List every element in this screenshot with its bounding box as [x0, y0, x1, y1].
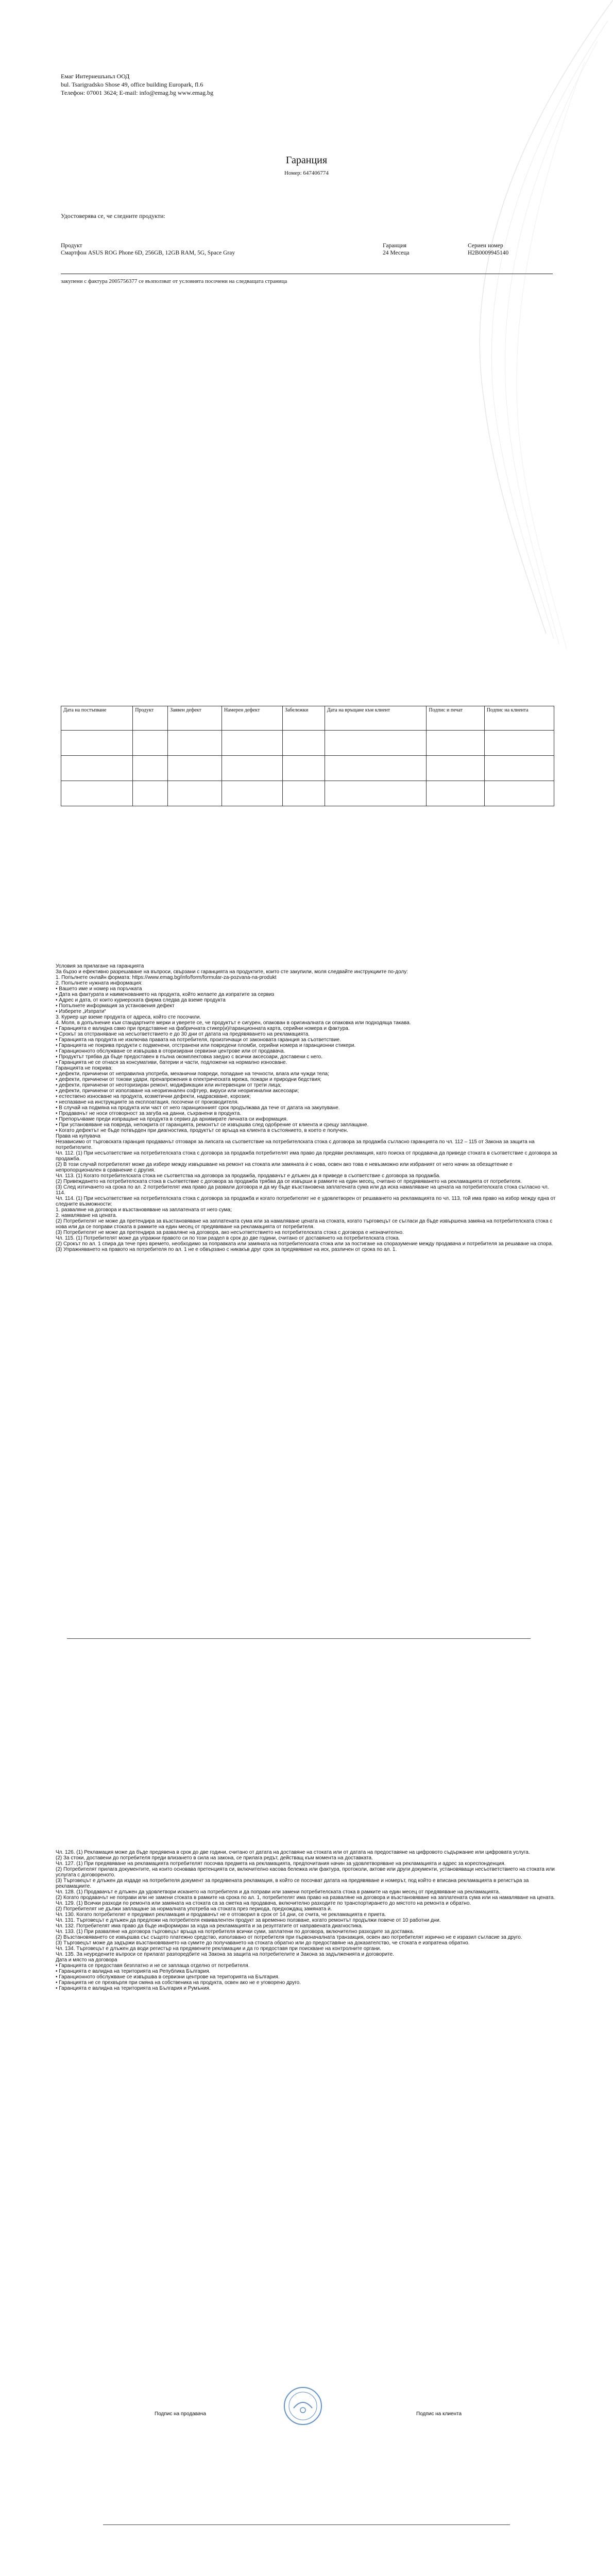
terms-paragraph: • Когато дефектът не бъде потвърден при диагностика, продуктът се връща на клиента в състоянието, в което е получен.	[56, 1128, 348, 1133]
terms-paragraph: • Изберете „Изпрати“	[56, 1009, 106, 1014]
company-info	[61, 72, 213, 97]
terms-paragraph: • Гаранцията е валидна на територията на България и Румъния.	[56, 1986, 211, 1991]
terms-paragraph: Чл. 135. За неуредените въпроси се прилагат разпоредбите на Закона за защита на потребителите и Закона за задълженията и договорите.	[56, 1952, 394, 1957]
terms-paragraph: • Адрес и дата, от които куриерската фирма следва да вземе продукта	[56, 997, 226, 1003]
table-cell	[282, 781, 325, 806]
terms-paragraph: Чл. 127. (1) При предявяване на рекламацията потребителят посочва предмета на рекламацията, предпочитания начин за удовлетворяване на рекламацията и адрес за кореспонденция.	[56, 1861, 506, 1867]
terms-paragraph: 1. разваляне на договора и възстановяване на заплатената от него сума;	[56, 1207, 232, 1213]
terms-paragraph: • Дата на фактурата и наименованието на продукта, който желаете да изпратите за сервиз	[56, 992, 275, 997]
terms-paragraph: Чл. 128. (1) Продавачът е длъжен да удовлетвори искането на потребителя и да поправи или замени потребителската стока в рамките на един месец от предявяване на рекламацията.	[56, 1889, 500, 1895]
terms-paragraph: • естествено износване на продукта, козметични дефекти, надраскване, корозия;	[56, 1094, 251, 1099]
terms-paragraph: (3) Търговецът е длъжен да издаде на потребителя документ за предявената рекламация, в който се посочват датата на предявяване и номерът, под който е вписана рекламацията в регистъра за рекламациите.	[56, 1878, 529, 1889]
terms-paragraph: За бързо и ефективно разрешаване на въпроси, свързани с гаранцията на продуктите, които сте закупили, моля следвайте инструкциите по-долу:	[56, 969, 408, 975]
terms-paragraph: Чл. 134. Търговецът е длъжен да води регистър на предявените рекламации и да го предоставя при поискване на контролните органи.	[56, 1946, 381, 1952]
warranty-terms-section	[56, 963, 558, 1252]
terms-paragraph: (2) Привеждането на потребителската стока в съответствие с договора за продажба трябва да се извърши в рамките на един месец, считано от предявяването на рекламацията от потребителя.	[56, 1179, 522, 1184]
terms-paragraph: Чл. 129. (1) Всички разходи по ремонта или замяната на стоката са за сметка на продавача, включително разходите по транспортирането до мястото на ремонта и обратно.	[56, 1901, 471, 1906]
warranty-number: Номер: 647406774	[284, 170, 329, 176]
product-header: Продукт	[61, 243, 82, 249]
service-record-table	[61, 706, 554, 806]
product-name: Смартфон ASUS ROG Phone 6D, 256GB, 12GB RAM, 5G, Space Gray	[61, 250, 235, 256]
terms-paragraph: 2. намаляване на цената.	[56, 1213, 117, 1218]
terms-paragraph: • Вашето име и номер на поръчката	[56, 986, 142, 992]
terms-paragraph: • дефекти, причинени от използване на неоригинален софтуер, вируси или неоригинални аксесоари;	[56, 1088, 299, 1094]
table-cell	[484, 731, 554, 756]
header-intake-date: Дата на постъпване	[61, 706, 133, 731]
terms-paragraph: Дата и място на договора	[56, 1957, 117, 1963]
terms-paragraph: (3) Търговецът може да задържи възстановяването на сумите до получаването на стоката обратно или до предоставяне на доказателство, че стоката е изпратена обратно.	[56, 1940, 470, 1946]
terms-paragraph: Чл. 114. (1) При несъответствие на потребителската стока с договора за продажба и когато потребителят не е удовлетворен от решаването на рекламацията по чл. 113, той има право на избор между една от следните възможности:	[56, 1196, 556, 1207]
terms-paragraph: (2) Потребителят прилага документите, на които основава претенцията си, включително касова бележка или фактура, протоколи, актове или други документи, установяващи несъответствието на стоката или услугата с договореното.	[56, 1867, 555, 1878]
header-product: Продукт	[133, 706, 168, 731]
table-cell	[325, 731, 427, 756]
product-warranty: 24 Месеца	[383, 250, 410, 256]
header-return-date: Дата на връщане към клиент	[325, 706, 427, 731]
terms-paragraph: • дефекти, причинени от неоторизиран ремонт, модификации или интервенции от трети лица;	[56, 1082, 282, 1088]
header-found-defect: Намерен дефект	[222, 706, 282, 731]
header-signature-stamp: Подпис и печат	[427, 706, 484, 731]
terms-paragraph: • Гаранцията не се прехвърля при смяна на собственика на продукта, освен ако не е уговорено друго.	[56, 1980, 301, 1986]
table-cell	[168, 731, 222, 756]
table-cell	[427, 781, 484, 806]
table-cell	[61, 756, 133, 781]
table-cell	[133, 756, 168, 781]
terms-paragraph: Чл. 126. (1) Рекламация може да бъде предявена в срок до две години, считано от датата на доставяне на стоката или от датата на предоставяне на цифровото съдържание или цифровата услуга.	[56, 1850, 530, 1855]
header-client-signature: Подпис на клиента	[484, 706, 554, 731]
terms-paragraph: • Срокът за отстраняване на несъответствието е до 30 дни от датата на предявяването на рекламацията.	[56, 1031, 310, 1037]
terms-paragraph: 3. Куриер ще вземе продукта от адреса, който сте посочили.	[56, 1014, 201, 1020]
seller-signature-label: Подпис на продавача	[155, 2411, 207, 2417]
invoice-note: закупени с фактура 2005756377 се възползват от условията посочени на следващата страница	[61, 278, 287, 284]
table-cell	[61, 781, 133, 806]
terms-paragraph: 1. Попълнете онлайн формата: https://www.emag.bg/info/form/formular-za-pozvana-na-produkt	[56, 975, 277, 980]
terms-paragraph: Чл. 133. (1) При разваляне на договора търговецът връща на потребителя всички суми, заплатени по договора, включително разходите за доставка.	[56, 1929, 414, 1935]
terms-paragraph: Гаранцията не покрива:	[56, 1065, 113, 1071]
terms-paragraph: (2) За стоки, доставени до потребителя преди влизането в сила на закона, се прилага редът, действащ към момента на доставката.	[56, 1855, 373, 1861]
terms-paragraph: Чл. 131. Търговецът е длъжен да предложи на потребителя еквивалентен продукт за временно ползване, когато ремонтът продължи повече от 10 работни дни.	[56, 1918, 441, 1923]
warranty-header: Гаранция	[383, 243, 407, 249]
terms-paragraph: • Продавачът не носи отговорност за загуба на данни, съхранени в продукта.	[56, 1111, 242, 1116]
table-row	[61, 756, 554, 781]
terms-paragraph: • Препоръчваме преди изпращане на продукта в сервиз да архивирате личната си информация.	[56, 1116, 288, 1122]
company-address: bul. Tsarigradsko Shose 49, office building Europark, fl.6	[61, 81, 203, 88]
terms-paragraph: Чл. 115. (1) Потребителят може да упражни правото си по този раздел в срок до две години, считано от доставянето на потребителската стока.	[56, 1235, 400, 1241]
table-cell	[222, 756, 282, 781]
table-cell	[133, 731, 168, 756]
terms-paragraph: • При установяване на повреда, непокрита от гаранцията, ремонтът се извършва след одобрение от клиента и срещу заплащане.	[56, 1122, 369, 1128]
table-row	[61, 781, 554, 806]
table-cell	[484, 756, 554, 781]
document-title: Гаранция	[285, 155, 328, 166]
table-cell	[222, 731, 282, 756]
table-cell	[427, 756, 484, 781]
table-cell	[133, 781, 168, 806]
terms-paragraph: • неспазване на инструкциите за експлоатация, посочени от производителя.	[56, 1099, 239, 1105]
consumer-rights-section	[56, 1850, 558, 1991]
table-cell	[61, 731, 133, 756]
terms-paragraph: • Гаранционното обслужване се извършва в оторизирани сервизни центрове или от продавача.	[56, 1048, 285, 1054]
terms-paragraph: • Продуктът трябва да бъде предоставен в пълна окомплектовка заедно с всички аксесоари, доставени с него.	[56, 1054, 322, 1060]
table-cell	[168, 781, 222, 806]
table-cell	[168, 756, 222, 781]
table-cell	[325, 781, 427, 806]
terms-paragraph: (2) Потребителят не може да претендира за възстановяване на заплатената сума или за намаляване цената на стоката, когато търговецът се съгласи да бъде извършена замяна на потребителската стока с нова или да се поправи стоката в рамките на един месец от предявяване на рекламацията от потребителя.	[56, 1218, 553, 1230]
terms-paragraph: 4. Моля, в допълнение към стандартните мерки и уверете се, че продуктът е сигурен, опакован в оригиналната си опаковка или подходяща такава.	[56, 1020, 411, 1026]
terms-paragraph: • дефекти, причинени от неправилна употреба, механични повреди, попадане на течности, влага или чужди тела;	[56, 1071, 329, 1077]
terms-paragraph: 2. Попълнете нужната информация:	[56, 980, 143, 986]
divider	[103, 2524, 510, 2525]
terms-paragraph: Независимо от търговската гаранция продавачът отговаря за липсата на съответствие на потребителската стока с договора за продажба съгласно гаранцията по чл. 112 – 115 от Закона за защита на потребителите.	[56, 1139, 535, 1150]
company-name: Емаг Интернешънъл ООД	[61, 73, 130, 80]
terms-paragraph: Чл. 130. Когато потребителят е предявил рекламация и продавачът не е отговорил в срок от 14 дни, се счита, че рекламацията е приета.	[56, 1912, 386, 1918]
divider	[67, 1638, 531, 1639]
terms-paragraph: • Попълнете информация за установения дефект	[56, 1003, 175, 1009]
service-record-header-row	[61, 706, 554, 731]
terms-paragraph: (2) Потребителят не дължи заплащане за нормалната употреба на стоката през периода, предхождащ замяната ѝ.	[56, 1906, 332, 1912]
terms-paragraph: (2) Срокът по ал. 1 спира да тече през времето, необходимо за поправката или замяната на потребителската стока или за постигане на споразумение между продавача и потребителя за решаване на спора.	[56, 1241, 553, 1247]
company-contacts: Телефон: 07001 3624; E-mail: info@emag.bg www.emag.bg	[61, 89, 214, 96]
background-swoosh-decoration	[0, 0, 613, 670]
terms-paragraph: (3) Упражняването на правото на потребителя по ал. 1 не е обвързано с никакъв друг срок за предявяване на иск, различен от срока по ал. 1.	[56, 1247, 397, 1252]
terms-paragraph: • В случай на подмяна на продукта или част от него гаранционният срок продължава да тече от датата на закупуване.	[56, 1105, 340, 1111]
terms-paragraph: Чл. 113. (1) Когато потребителската стока не съответства на договора за продажба, продавачът е длъжен да я приведе в съответствие с договора за продажба.	[56, 1173, 441, 1179]
terms-paragraph: • Гаранцията е валидна на територията на Република България.	[56, 1969, 211, 1974]
serial-header: Сериен номер	[468, 243, 503, 249]
terms-paragraph: (3) След изтичането на срока по ал. 2 потребителят има право да развали договора и да му бъде възстановена заплатената сума или да иска намаляване на цената на потребителската стока съгласно чл. 114.	[56, 1184, 549, 1196]
product-serial: H2B0009945140	[468, 250, 509, 256]
terms-paragraph: Чл. 112. (1) При несъответствие на потребителската стока с договора за продажба потребителят има право да предяви рекламация, като поиска от продавача да приведе стоката в съответствие с договора за продажба.	[56, 1150, 557, 1162]
table-cell	[325, 756, 427, 781]
product-table-header	[61, 242, 553, 249]
terms-paragraph: • дефекти, причинени от токови удари, пренапрежения в електрическата мрежа, пожари и природни бедствия;	[56, 1077, 322, 1082]
table-cell	[282, 756, 325, 781]
terms-paragraph: Права на купувача	[56, 1133, 100, 1139]
terms-paragraph: (2) Когато продавачът не поправи или не замени стоката в рамките на срока по ал. 1, потребителят има право на разваляне на договора и възстановяване на заплатената сума или на намаляване на цената.	[56, 1895, 555, 1901]
terms-paragraph: • Гаранционното обслужване се извършва в сервизни центрове на територията на България.	[56, 1974, 280, 1980]
table-cell	[282, 731, 325, 756]
terms-paragraph: • Гаранцията на продукта не изключва правата на потребителя, произтичащи от законовата гаранция за съответствие.	[56, 1037, 342, 1043]
product-row	[61, 249, 553, 257]
terms-paragraph: • Гаранцията не се отнася за консумативи, батерии и части, подложени на нормално износване.	[56, 1060, 287, 1065]
terms-paragraph: (2) В този случай потребителят може да избере между извършване на ремонт на стоката или замяната ѝ с нова, освен ако това е невъзможно или избраният от него начин за обезщетение е непропорционален в сравнение с другия.	[56, 1162, 513, 1173]
intro-text: Удостоверява се, че следните продукти:	[61, 212, 165, 219]
terms-paragraph: Чл. 132. Потребителят има право да бъде информиран за хода на рекламацията и за резултатите от направената диагностика.	[56, 1923, 363, 1929]
client-signature-label: Подпис на клиента	[416, 2411, 462, 2417]
terms-paragraph: • Гаранцията е валидна само при представяне на фабричната стикер(и)/гаранционната карта, серийни номера и фактура.	[56, 1026, 350, 1031]
table-cell	[427, 731, 484, 756]
company-seal-stamp	[282, 2385, 323, 2427]
terms-paragraph: Условия за прилагане на гаранцията	[56, 963, 144, 969]
table-cell	[484, 781, 554, 806]
product-table	[61, 242, 553, 257]
terms-paragraph: • Гаранцията не покрива продукти с подменени, отстранени или повредени пломби, серийни номера и гаранционни стикери.	[56, 1043, 356, 1048]
table-cell	[222, 781, 282, 806]
terms-paragraph: • Гаранцията се предоставя безплатно и не се заплаща отделно от потребителя.	[56, 1963, 250, 1969]
header-notes: Забележки	[282, 706, 325, 731]
terms-paragraph: (2) Възстановяването се извършва със същото платежно средство, използвано от потребителя при първоначалната транзакция, освен ако потребителят изрично не е изразил съгласие за друго.	[56, 1935, 522, 1940]
header-reported-defect: Заявен дефект	[168, 706, 222, 731]
terms-paragraph: (3) Потребителят не може да претендира за разваляне на договора, ако несъответствието на потребителската стока с договора е незначително.	[56, 1230, 404, 1235]
table-row	[61, 731, 554, 756]
